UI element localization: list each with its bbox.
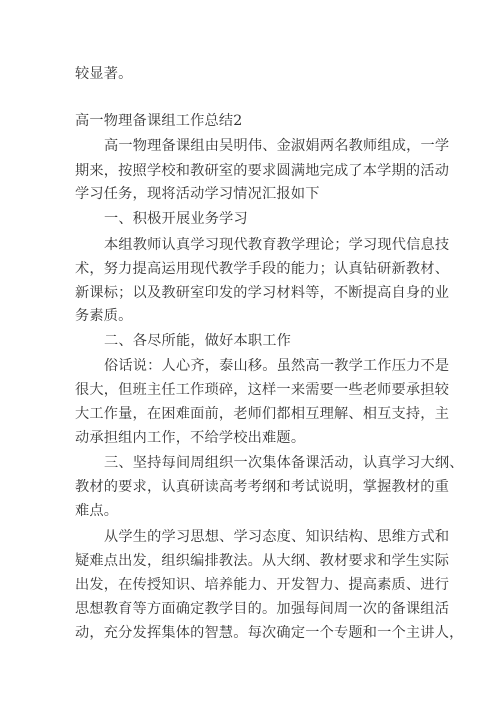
paragraph-line: 三、坚持每间周组织一次集体备课活动，认真学习大纲、: [104, 455, 464, 471]
paragraph-line: 学习任务，现将活动学习情况汇报如下: [75, 186, 320, 202]
paragraph-line: 期来，按照学校和教研室的要求圆满地完成了本学期的活动: [75, 163, 450, 179]
paragraph-line: 疑难点出发，组织编排教法。从大纲、教材要求和学生实际: [75, 553, 450, 569]
paragraph-line: 俗话说：人心齐，泰山移。虽然高一教学工作压力不是: [104, 358, 450, 374]
paragraph-line: 动，充分发挥集体的智慧。每次确定一个专题和一个主讲人，: [75, 625, 464, 641]
paragraph-line: 从学生的学习思想、学习态度、知识结构、思维方式和: [104, 529, 450, 545]
section-heading: 一、积极开展业务学习: [104, 211, 248, 227]
paragraph-line: 较显著。: [75, 66, 133, 82]
paragraph-line: 高一物理备课组由吴明伟、金淑娟两名教师组成，一学: [104, 138, 450, 154]
paragraph-line: 新课标；以及教研室印发的学习材料等，不断提高自身的业: [75, 285, 450, 301]
section-title: 高一物理备课组工作总结2: [75, 113, 243, 129]
paragraph-line: 动承担组内工作，不给学校出难题。: [75, 430, 306, 446]
paragraph-line: 出发，在传授知识、培养能力、开发智力、提高素质、进行: [75, 577, 450, 593]
paragraph-line: 很大，但班主任工作琐碎，这样一来需要一些老师要承担较: [75, 382, 450, 398]
paragraph-line: 难点。: [75, 503, 119, 519]
paragraph-line: 思想教育等方面确定教学目的。加强每间周一次的备课组活: [75, 601, 450, 617]
paragraph-line: 教材的要求，认真研读高考考纲和考试说明，掌握教材的重: [75, 479, 450, 495]
section-heading: 二、各尽所能，做好本职工作: [104, 333, 292, 349]
paragraph-line: 本组教师认真学习现代教育教学理论；学习现代信息技: [104, 237, 450, 253]
paragraph-line: 术，努力提高运用现代教学手段的能力；认真钻研新教材、: [75, 261, 450, 277]
paragraph-line: 务素质。: [75, 308, 133, 324]
paragraph-line: 大工作量，在困难面前，老师们都相互理解、相互支持，主: [75, 406, 450, 422]
